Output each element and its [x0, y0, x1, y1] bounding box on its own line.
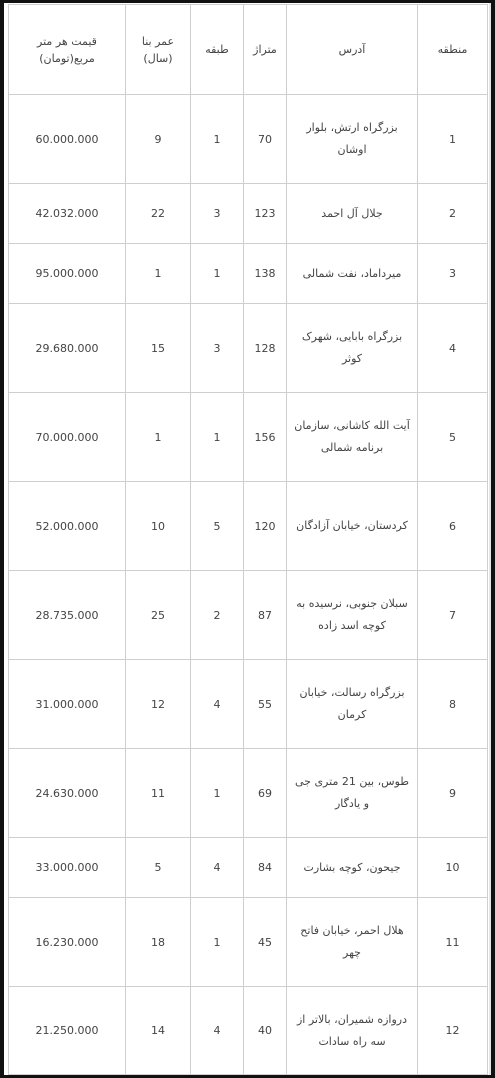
cell-area: 40 [244, 987, 287, 1075]
cell-age: 15 [126, 304, 191, 393]
cell-region: 6 [418, 482, 488, 571]
cell-age: 22 [126, 184, 191, 244]
cell-price: 33.000.000 [9, 838, 126, 898]
cell-age: 25 [126, 571, 191, 660]
cell-floor: 3 [191, 304, 244, 393]
header-area: متراژ [244, 5, 287, 95]
cell-price: 52.000.000 [9, 482, 126, 571]
cell-region: 5 [418, 393, 488, 482]
table-row [9, 987, 488, 1075]
cell-price: 28.735.000 [9, 571, 126, 660]
cell-region: 7 [418, 571, 488, 660]
cell-address: دروازه شمیران، بالاتر از سه راه سادات [287, 987, 418, 1075]
cell-price: 24.630.000 [9, 749, 126, 838]
cell-age: 9 [126, 95, 191, 184]
cell-price: 21.250.000 [9, 987, 126, 1075]
cell-age: 1 [126, 393, 191, 482]
cell-area: 55 [244, 660, 287, 749]
cell-region: 2 [418, 184, 488, 244]
cell-address: بزرگراه ارتش، بلوار اوشان [287, 95, 418, 184]
cell-address: جلال آل احمد [287, 184, 418, 244]
cell-floor: 1 [191, 393, 244, 482]
header-address: آدرس [287, 5, 418, 95]
cell-floor: 2 [191, 571, 244, 660]
cell-floor: 1 [191, 898, 244, 987]
cell-region: 9 [418, 749, 488, 838]
table-row [9, 660, 488, 749]
scrollbar[interactable] [489, 3, 491, 1075]
header-price: قیمت هر متر مربع(تومان) [9, 5, 126, 95]
cell-address: طوس، بین 21 متری جی و یادگار [287, 749, 418, 838]
cell-area: 87 [244, 571, 287, 660]
cell-floor: 3 [191, 184, 244, 244]
cell-age: 12 [126, 660, 191, 749]
cell-age: 5 [126, 838, 191, 898]
cell-floor: 1 [191, 244, 244, 304]
table-header-row [9, 5, 488, 95]
cell-price: 31.000.000 [9, 660, 126, 749]
cell-address: جیحون، کوچه بشارت [287, 838, 418, 898]
cell-floor: 1 [191, 95, 244, 184]
table-row [9, 482, 488, 571]
table-row [9, 571, 488, 660]
cell-age: 10 [126, 482, 191, 571]
cell-age: 1 [126, 244, 191, 304]
table-row [9, 898, 488, 987]
cell-price: 60.000.000 [9, 95, 126, 184]
cell-address: آیت الله کاشانی، سازمان برنامه شمالی [287, 393, 418, 482]
cell-floor: 4 [191, 660, 244, 749]
cell-price: 95.000.000 [9, 244, 126, 304]
header-floor: طبقه [191, 5, 244, 95]
property-price-table [8, 4, 488, 1075]
cell-address: بزرگراه رسالت، خیابان کرمان [287, 660, 418, 749]
cell-area: 70 [244, 95, 287, 184]
cell-region: 10 [418, 838, 488, 898]
cell-area: 128 [244, 304, 287, 393]
cell-area: 138 [244, 244, 287, 304]
table-row [9, 184, 488, 244]
cell-age: 18 [126, 898, 191, 987]
cell-region: 11 [418, 898, 488, 987]
cell-age: 14 [126, 987, 191, 1075]
cell-area: 69 [244, 749, 287, 838]
cell-address: میرداماد، نفت شمالی [287, 244, 418, 304]
cell-address: هلال احمر، خیابان فاتح چهر [287, 898, 418, 987]
cell-price: 29.680.000 [9, 304, 126, 393]
table-row [9, 304, 488, 393]
cell-address: بزرگراه بابایی، شهرک کوثر [287, 304, 418, 393]
table-row [9, 393, 488, 482]
header-age: عمر بنا (سال) [126, 5, 191, 95]
cell-floor: 4 [191, 838, 244, 898]
cell-area: 156 [244, 393, 287, 482]
cell-address: سبلان جنوبی، نرسیده به کوچه اسد زاده [287, 571, 418, 660]
cell-region: 8 [418, 660, 488, 749]
header-region: منطقه [418, 5, 488, 95]
cell-floor: 1 [191, 749, 244, 838]
cell-price: 42.032.000 [9, 184, 126, 244]
cell-age: 11 [126, 749, 191, 838]
cell-region: 3 [418, 244, 488, 304]
cell-area: 45 [244, 898, 287, 987]
cell-floor: 5 [191, 482, 244, 571]
cell-address: کردستان، خیابان آزادگان [287, 482, 418, 571]
cell-floor: 4 [191, 987, 244, 1075]
table-row [9, 244, 488, 304]
cell-area: 84 [244, 838, 287, 898]
table-row [9, 838, 488, 898]
cell-region: 4 [418, 304, 488, 393]
cell-region: 12 [418, 987, 488, 1075]
table-row [9, 95, 488, 184]
table-row [9, 749, 488, 838]
cell-region: 1 [418, 95, 488, 184]
cell-price: 70.000.000 [9, 393, 126, 482]
cell-price: 16.230.000 [9, 898, 126, 987]
cell-area: 123 [244, 184, 287, 244]
cell-area: 120 [244, 482, 287, 571]
